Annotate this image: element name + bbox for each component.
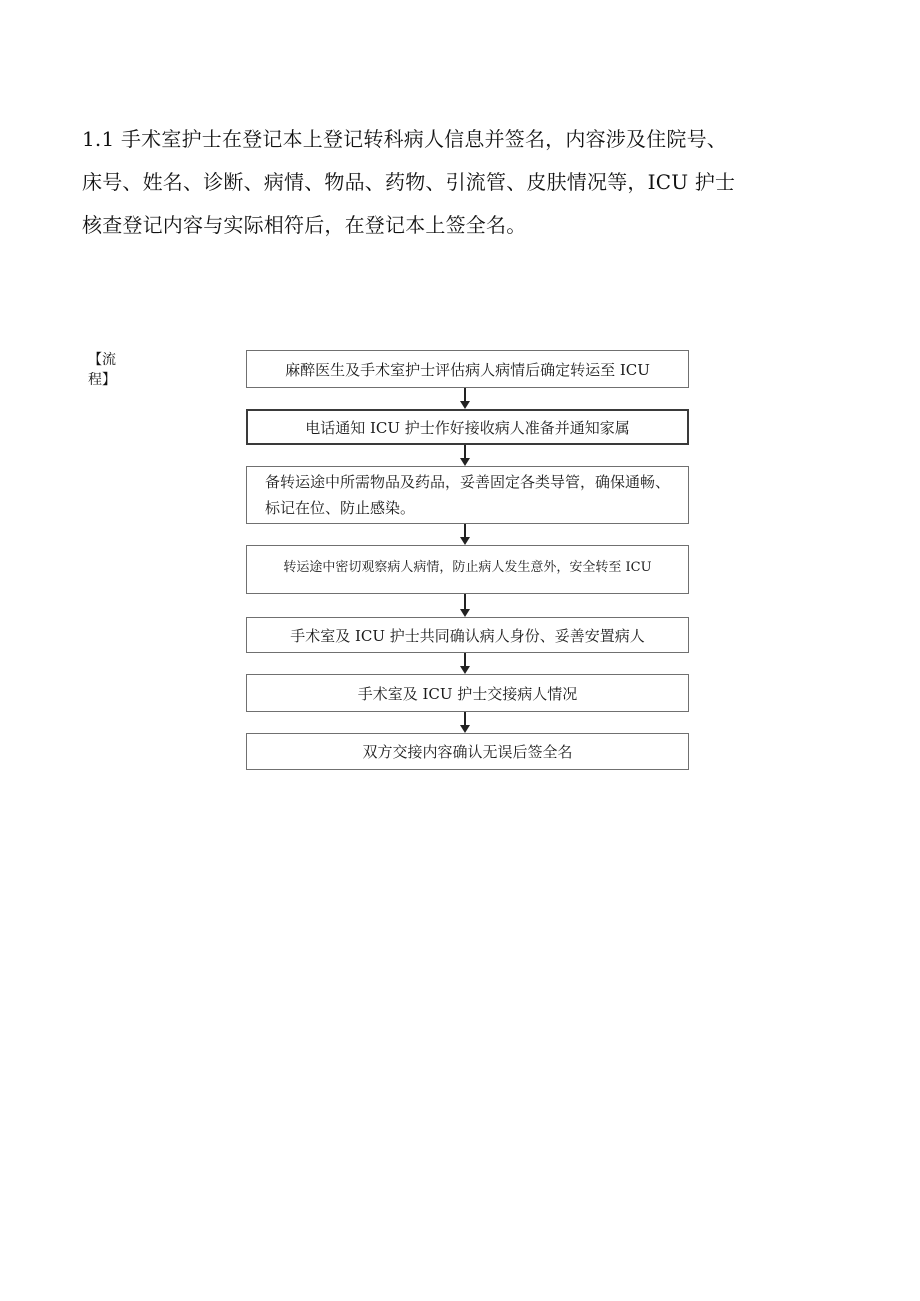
flow-step-text: 双方交接内容确认无误后签全名 xyxy=(362,743,573,761)
flow-step-assess xyxy=(246,350,689,388)
flow-arrow xyxy=(460,653,470,675)
flow-step-text: 电话通知 ICU 护士作好接收病人准备并通知家属 xyxy=(305,418,630,437)
flow-step-handover xyxy=(246,674,689,712)
flow-step-text: 手术室及 ICU 护士共同确认病人身份、妥善安置病人 xyxy=(290,626,645,645)
flow-arrow xyxy=(460,445,470,467)
flow-step-notify xyxy=(246,409,689,445)
flow-step-prepare xyxy=(246,466,689,524)
intro-line: 1.1 手术室护士在登记本上登记转科病人信息并签名，内容涉及住院号、 xyxy=(82,127,727,151)
intro-line: 床号、姓名、诊断、病情、物品、药物、引流管、皮肤情况等，ICU 护士 xyxy=(82,170,736,194)
flow-step-confirm-identity xyxy=(246,617,689,653)
flow-arrow xyxy=(460,712,470,734)
flow-step-text: 备转运途中所需物品及药品，妥善固定各类导管，确保通畅、 xyxy=(264,473,670,491)
flow-step-text: 麻醉医生及手术室护士评估病人病情后确定转运至 ICU xyxy=(285,360,650,379)
flow-step-text-block xyxy=(265,469,670,521)
flow-step-text: 标记在位、防止感染。 xyxy=(264,499,415,517)
flow-label-line: 程】 xyxy=(88,372,116,388)
flow-arrow xyxy=(460,594,470,618)
flow-arrow xyxy=(460,524,470,546)
intro-line: 核查登记内容与实际相符后，在登记本上签全名。 xyxy=(82,213,527,237)
flow-step-sign xyxy=(246,733,689,770)
flow-step-transport xyxy=(246,545,689,594)
flow-step-text: 转运途中密切观察病人病情，防止病人发生意外，安全转至 ICU xyxy=(283,560,652,575)
flow-step-text: 手术室及 ICU 护士交接病人情况 xyxy=(357,684,578,703)
flow-arrow xyxy=(460,388,470,410)
flow-label-line: 【流 xyxy=(88,352,116,368)
